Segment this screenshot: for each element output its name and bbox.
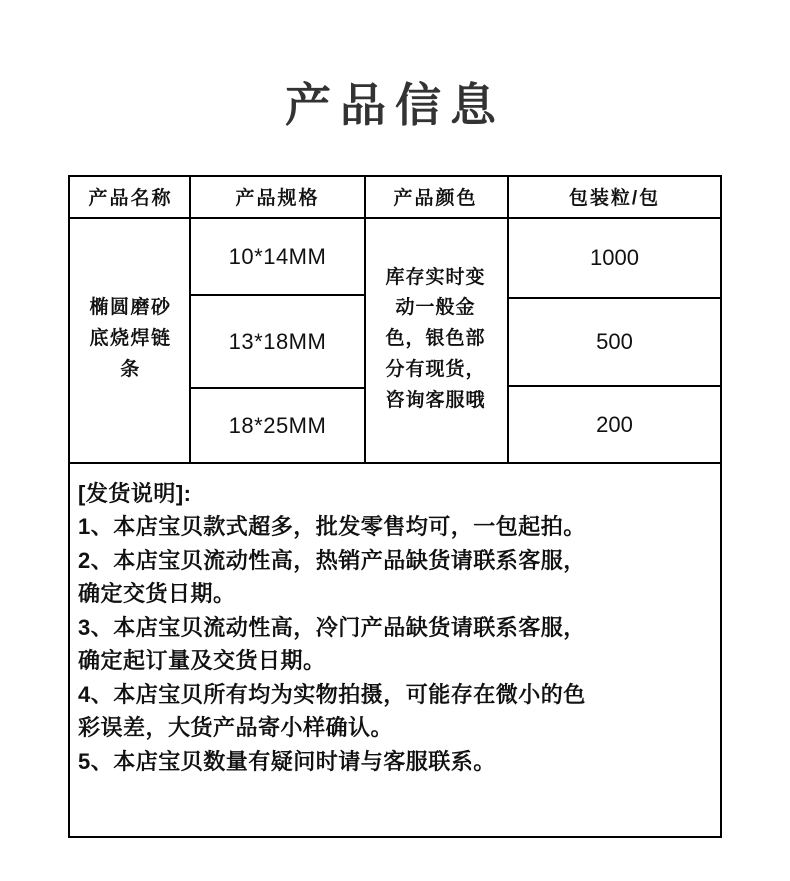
product-color-text: 库存实时变动一般金色，银色部分有现货，咨询客服哦	[385, 266, 486, 411]
cell-spec-1	[191, 219, 364, 294]
qty-value-2: 500	[596, 329, 633, 354]
qty-value-1: 1000	[590, 245, 639, 270]
notes-heading: [发货说明]:	[78, 481, 192, 506]
note-line: 5、本店宝贝数量有疑问时请与客服联系。	[78, 748, 496, 774]
note-line: 确定起订量及交货日期。	[78, 648, 326, 674]
note-line: 彩误差，大货产品寄小样确认。	[78, 715, 394, 741]
cell-product-color	[366, 217, 505, 462]
specification-table	[70, 177, 720, 462]
spec-value-3: 18*25MM	[228, 412, 327, 438]
product-name-text: 椭圆磨砂底烧焊链条	[89, 297, 172, 380]
note-line: 4、本店宝贝所有均为实物拍摄，可能存在微小的色	[78, 681, 586, 707]
note-line: 1、本店宝贝款式超多，批发零售均可，一包起拍。	[78, 514, 586, 540]
cell-qty-1	[509, 219, 720, 297]
header-product-name: 产品名称	[88, 188, 173, 209]
cell-qty-2	[509, 299, 720, 385]
info-panel	[68, 175, 722, 838]
spec-value-2: 13*18MM	[228, 328, 327, 354]
header-package-qty: 包装粒/包	[568, 188, 661, 209]
shipping-notes	[78, 477, 714, 778]
spec-value-1: 10*14MM	[228, 243, 327, 269]
cell-spec-3	[191, 389, 364, 462]
note-line: 3、本店宝贝流动性高，冷门产品缺货请联系客服，	[78, 614, 586, 640]
note-line: 确定交货日期。	[78, 581, 236, 607]
table-bottom-divider	[70, 462, 720, 464]
page-title: 产品信息	[285, 79, 505, 131]
qty-value-3: 200	[596, 411, 633, 437]
note-line: 2、本店宝贝流动性高，热销产品缺货请联系客服，	[78, 547, 586, 573]
cell-product-name	[72, 217, 189, 462]
cell-qty-3	[509, 387, 720, 462]
header-product-color: 产品颜色	[393, 188, 478, 209]
header-product-spec: 产品规格	[235, 188, 320, 209]
cell-spec-2	[191, 296, 364, 387]
